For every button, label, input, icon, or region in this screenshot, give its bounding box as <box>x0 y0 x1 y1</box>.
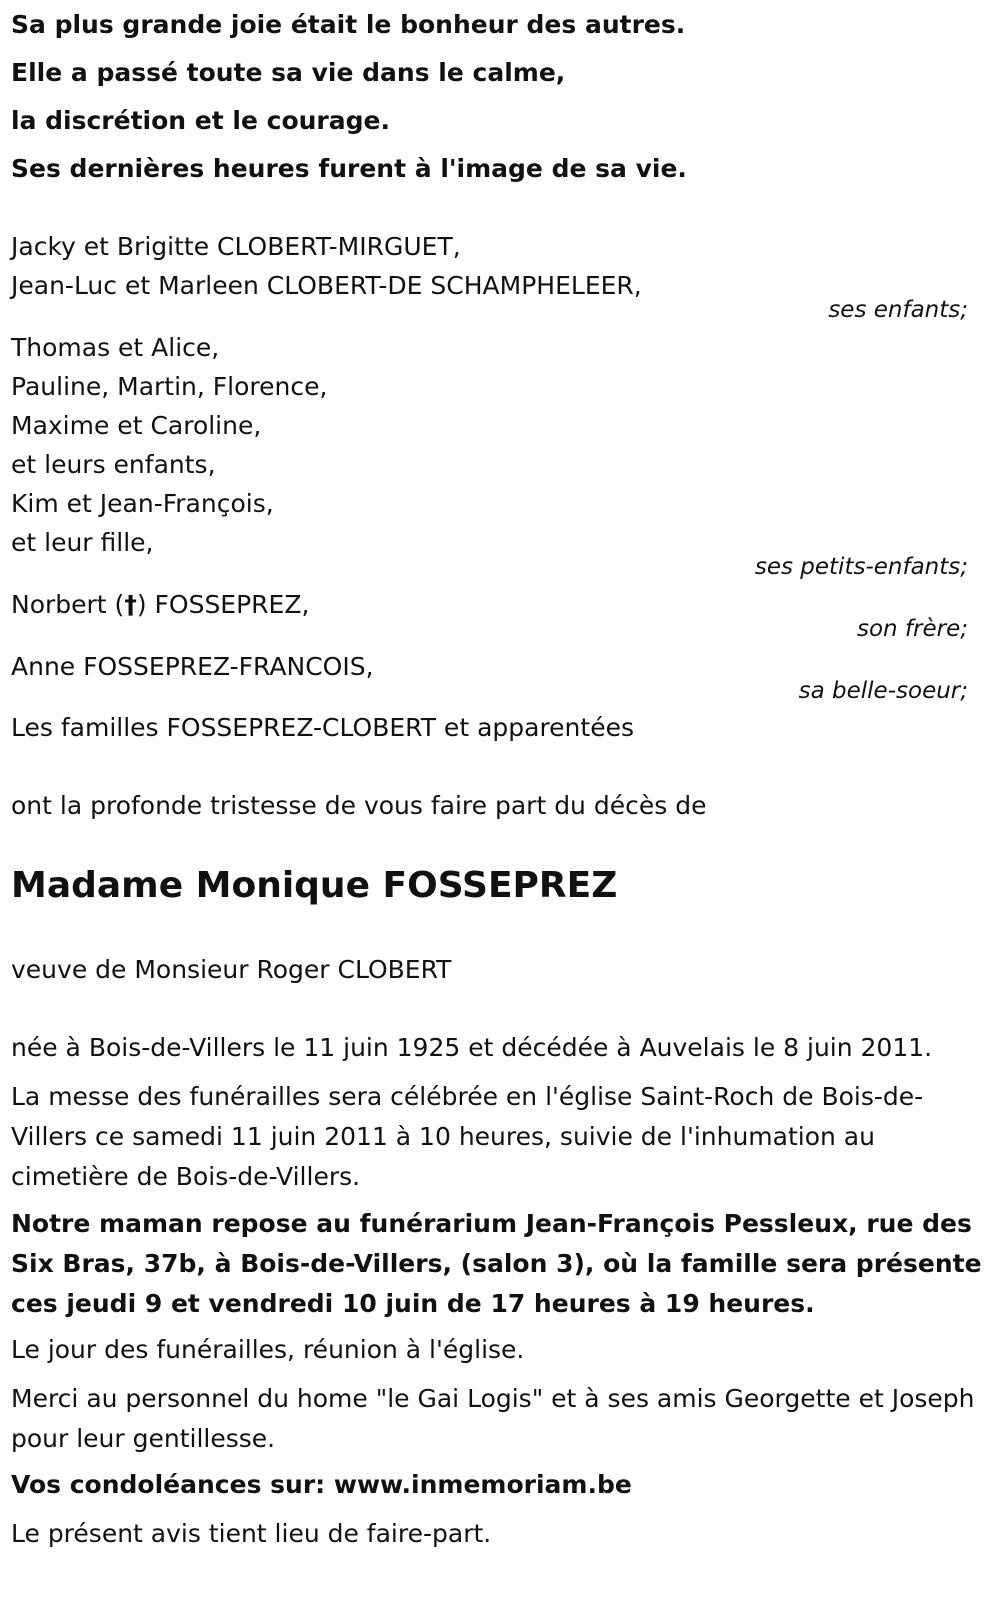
epitaph-line-2: Elle a passé toute sa vie dans le calme, <box>11 58 566 87</box>
grandchild-line-2: Pauline, Martin, Florence, <box>11 372 328 401</box>
epitaph-line-4: Ses dernières heures furent à l'image de sa vie. <box>11 154 687 183</box>
grandchildren-role: ses petits-enfants; <box>754 554 968 580</box>
brother-role: son frère; <box>856 616 968 642</box>
children-role: ses enfants; <box>828 297 968 323</box>
epitaph-line-1: Sa plus grande joie était le bonheur des autres. <box>11 10 686 39</box>
epitaph-line-3: la discrétion et le courage. <box>11 106 390 135</box>
grandchild-line-6: et leur fille, <box>11 528 154 557</box>
cross-icon: † <box>124 590 137 619</box>
grandchild-line-4: et leurs enfants, <box>11 450 216 479</box>
announcement: ont la profonde tristesse de vous faire part du décès de <box>11 791 707 820</box>
thanks-text: Merci au personnel du home "le Gai Logis" et à ses amis Georgette et Joseph pour leur gentillesse. <box>11 1384 975 1453</box>
child-line-2: Jean-Luc et Marleen CLOBERT-DE SCHAMPHELEER, <box>11 271 642 300</box>
widow-of: veuve de Monsieur Roger CLOBERT <box>11 955 452 984</box>
families-line: Les familles FOSSEPREZ-CLOBERT et apparentées <box>11 713 634 742</box>
sister-in-law-role: sa belle-soeur; <box>798 678 968 704</box>
sister-in-law-line: Anne FOSSEPREZ-FRANCOIS, <box>11 652 374 681</box>
grandchild-line-3: Maxime et Caroline, <box>11 411 262 440</box>
funeral-mass-info: La messe des funérailles sera célébrée en l'église Saint-Roch de Bois-de-Villers ce samedi 11 juin 2011 à 10 heures, suivie de l'inhumation au cimetière de Bois-de-Villers. <box>11 1082 924 1191</box>
funerarium-info: Notre maman repose au funérarium Jean-François Pessleux, rue des Six Bras, 37b, à Bois-de-Villers, (salon 3), où la famille sera présente ces jeudi 9 et vendredi 10 juin de 17 heures à 19 heures. <box>11 1209 982 1318</box>
birth-death-dates: née à Bois-de-Villers le 11 juin 1925 et décédée à Auvelais le 8 juin 2011. <box>11 1033 933 1062</box>
child-line-1: Jacky et Brigitte CLOBERT-MIRGUET, <box>11 232 461 261</box>
notice-text: Le présent avis tient lieu de faire-part. <box>11 1519 492 1548</box>
brother-suffix: ) FOSSEPREZ, <box>136 590 310 619</box>
deceased-name: Madame Monique FOSSEPREZ <box>11 865 618 906</box>
grandchild-line-5: Kim et Jean-François, <box>11 489 274 518</box>
brother-prefix: Norbert ( <box>11 590 125 619</box>
meeting-info: Le jour des funérailles, réunion à l'église. <box>11 1335 525 1364</box>
grandchild-line-1: Thomas et Alice, <box>11 333 220 362</box>
brother-line <box>11 585 309 625</box>
condolences-link: Vos condoléances sur: www.inmemoriam.be <box>11 1470 632 1499</box>
